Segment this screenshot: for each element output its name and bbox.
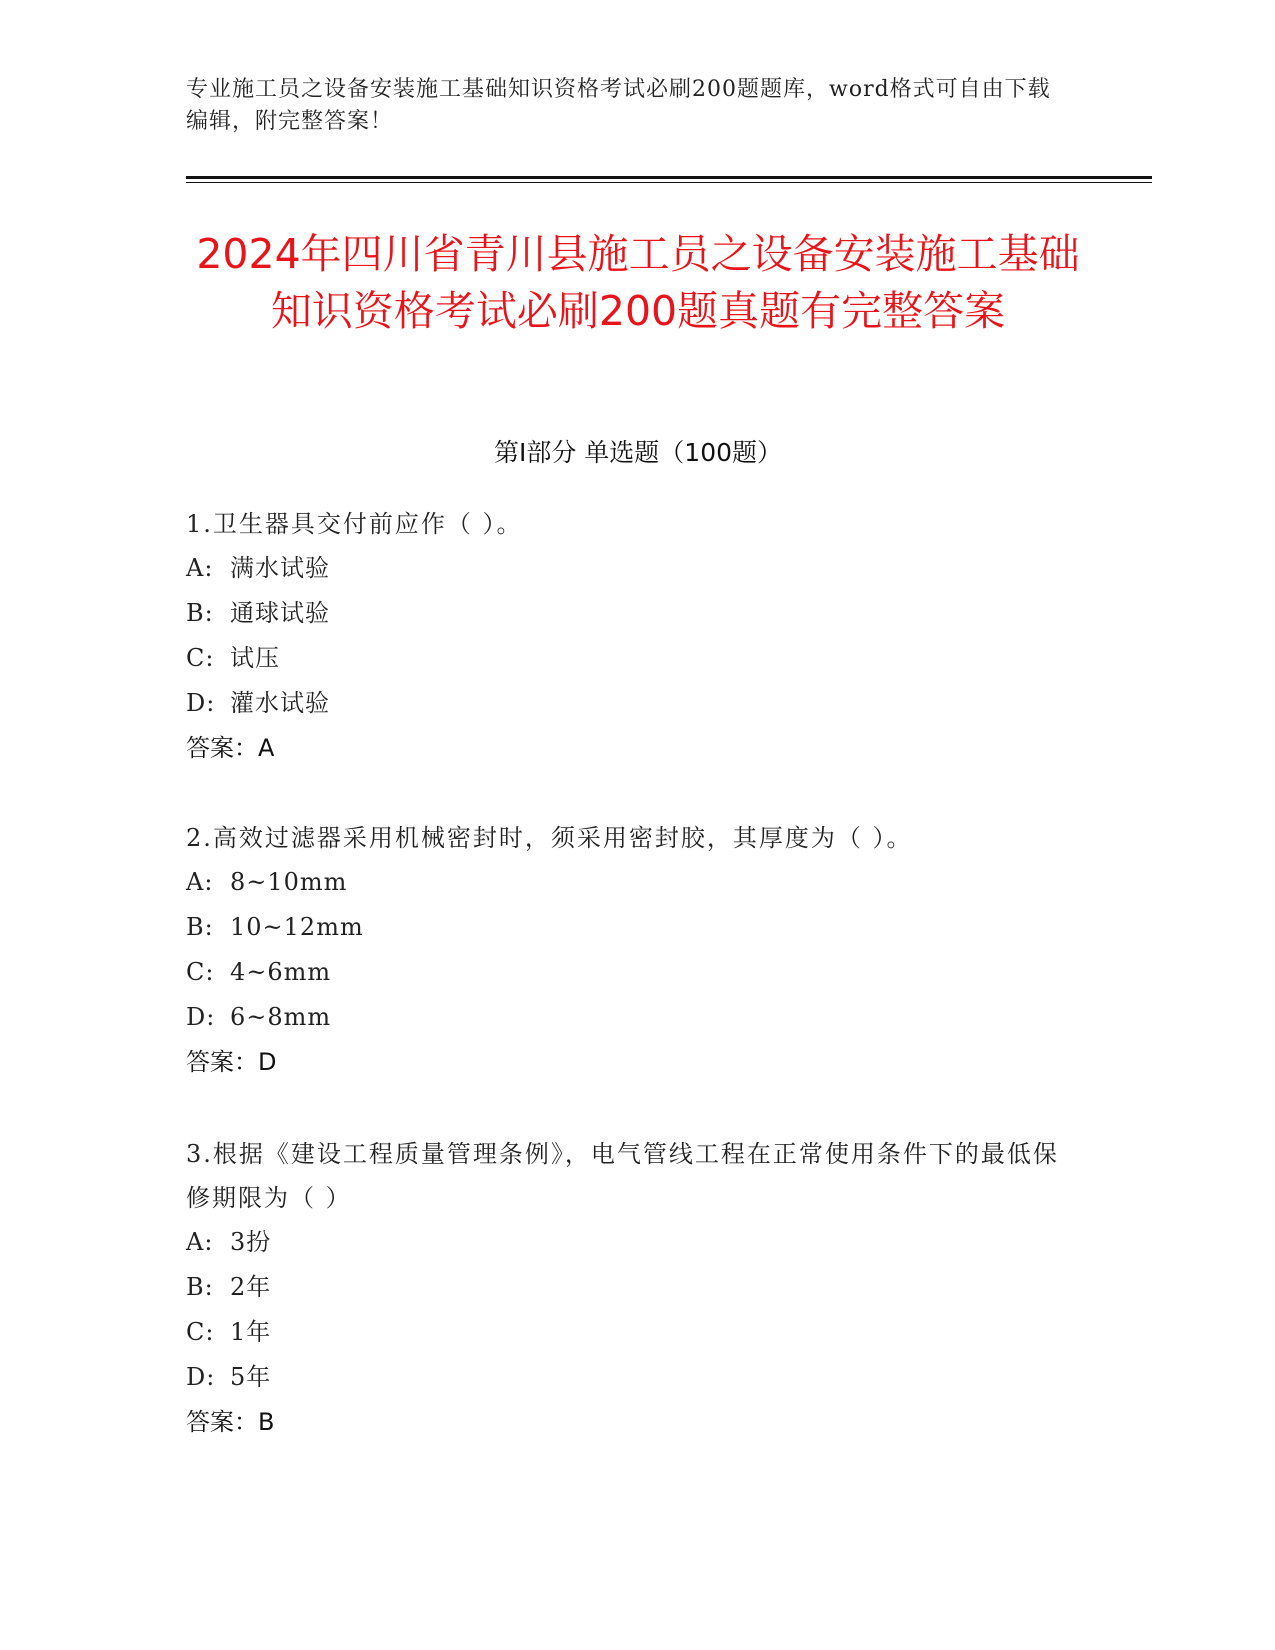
option-key: B: <box>186 1273 214 1301</box>
header-note: 专业施工员之设备安装施工基础知识资格考试必刷200题题库，word格式可自由下载编辑，附完整答案！ <box>186 77 1051 134</box>
option-d <box>186 995 1066 1040</box>
option-b <box>186 1265 1066 1310</box>
option-d <box>186 681 1066 726</box>
option-text: 1年 <box>230 1318 272 1346</box>
option-c <box>186 636 1066 681</box>
option-key: C: <box>186 1318 215 1346</box>
question-3 <box>186 1132 1066 1444</box>
option-text: 灌水试验 <box>230 689 330 717</box>
option-a <box>186 1220 1066 1265</box>
option-text: 满水试验 <box>230 554 330 582</box>
option-b <box>186 591 1066 636</box>
option-b <box>186 905 1066 950</box>
option-text: 10~12mm <box>230 913 364 941</box>
option-text: 8~10mm <box>230 868 348 896</box>
option-key: A: <box>186 554 214 582</box>
option-key: B: <box>186 913 214 941</box>
option-text: 试压 <box>230 644 280 672</box>
option-key: D: <box>186 689 216 717</box>
option-key: D: <box>186 1003 216 1031</box>
option-a <box>186 860 1066 905</box>
option-key: C: <box>186 644 215 672</box>
option-d <box>186 1355 1066 1400</box>
option-key: B: <box>186 599 214 627</box>
option-c <box>186 1310 1066 1355</box>
option-key: A: <box>186 1228 214 1256</box>
option-key: C: <box>186 958 215 986</box>
option-text: 4~6mm <box>230 958 332 986</box>
answer-line: 答案：B <box>186 1408 275 1436</box>
option-text: 6~8mm <box>230 1003 332 1031</box>
option-key: A: <box>186 868 214 896</box>
option-key: D: <box>186 1363 216 1391</box>
header-divider-thin <box>186 182 1152 183</box>
document-title: 2024年四川省青川县施工员之设备安装施工基础知识资格考试必刷200题真题有完整答案 <box>196 230 1080 335</box>
option-a <box>186 546 1066 591</box>
option-text: 2年 <box>230 1273 272 1301</box>
option-text: 通球试验 <box>230 599 330 627</box>
question-stem: 1.卫生器具交付前应作（ ）。 <box>186 510 523 538</box>
answer-line: 答案：A <box>186 734 275 762</box>
question-1 <box>186 502 1066 770</box>
option-text: 3扮 <box>230 1228 272 1256</box>
header-divider-thick <box>186 176 1152 179</box>
option-text: 5年 <box>230 1363 272 1391</box>
question-stem: 3.根据《建设工程质量管理条例》，电气管线工程在正常使用条件下的最低保修期限为（ ） <box>186 1140 1059 1212</box>
section-heading: 第Ⅰ部分 单选题（100题） <box>493 438 783 467</box>
question-stem: 2.高效过滤器采用机械密封时，须采用密封胶，其厚度为（ ）。 <box>186 824 913 852</box>
question-2 <box>186 816 1066 1084</box>
option-c <box>186 950 1066 995</box>
answer-line: 答案：D <box>186 1048 277 1076</box>
